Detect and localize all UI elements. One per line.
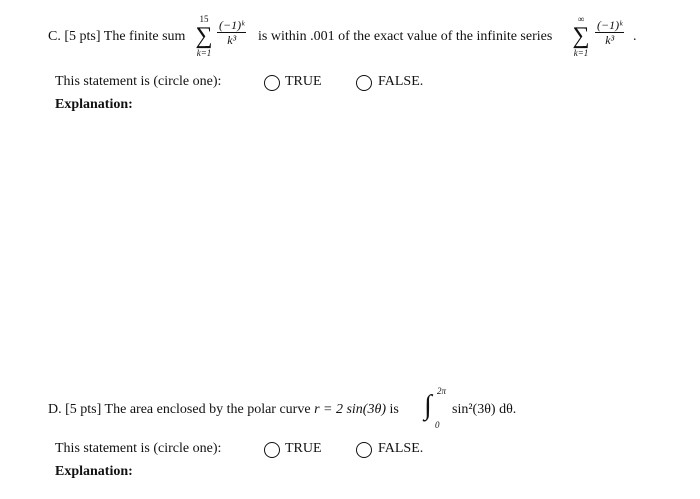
false-option-circle-d[interactable]: [356, 442, 372, 458]
true-option-label-d[interactable]: TRUE: [285, 441, 322, 456]
question-c-period: .: [633, 29, 637, 44]
false-option-label-d[interactable]: FALSE.: [378, 441, 424, 456]
question-c-middle-text: is within .001 of the exact value of the infinite series: [258, 29, 553, 44]
sum-symbol-finite: 15 ∑ k=1: [195, 14, 213, 58]
true-option-label-c[interactable]: TRUE: [285, 74, 322, 89]
statement-label-c: This statement is (circle one):: [55, 74, 222, 89]
question-c-label: C. [5 pts] The finite sum: [48, 29, 186, 44]
integrand: sin²(3θ) dθ.: [452, 402, 517, 417]
statement-label-d: This statement is (circle one):: [55, 441, 222, 456]
false-option-circle-c[interactable]: [356, 75, 372, 91]
integral-symbol: ∫: [424, 390, 432, 421]
true-option-circle-c[interactable]: [264, 75, 280, 91]
fraction-term-infinite: $\frac{\text{(−1)ᵏ}}{\text{k³}}$: [597, 18, 623, 47]
false-option-label-c[interactable]: FALSE.: [378, 74, 424, 89]
sum-symbol-infinite: ∞ ∑ k=1: [572, 14, 590, 58]
integral-lower-limit: 0: [435, 420, 440, 430]
question-d-label: D. [5 pts] The area enclosed by the polar curve r = 2 sin(3θ) is: [48, 402, 399, 417]
fraction-term-finite: $\frac{\text{(−1)ᵏ}}{\text{k³}}$: [219, 18, 245, 47]
explanation-label-d: Explanation:: [55, 464, 133, 479]
true-option-circle-d[interactable]: [264, 442, 280, 458]
explanation-label-c: Explanation:: [55, 97, 133, 112]
integral-upper-limit: 2π: [437, 386, 447, 396]
